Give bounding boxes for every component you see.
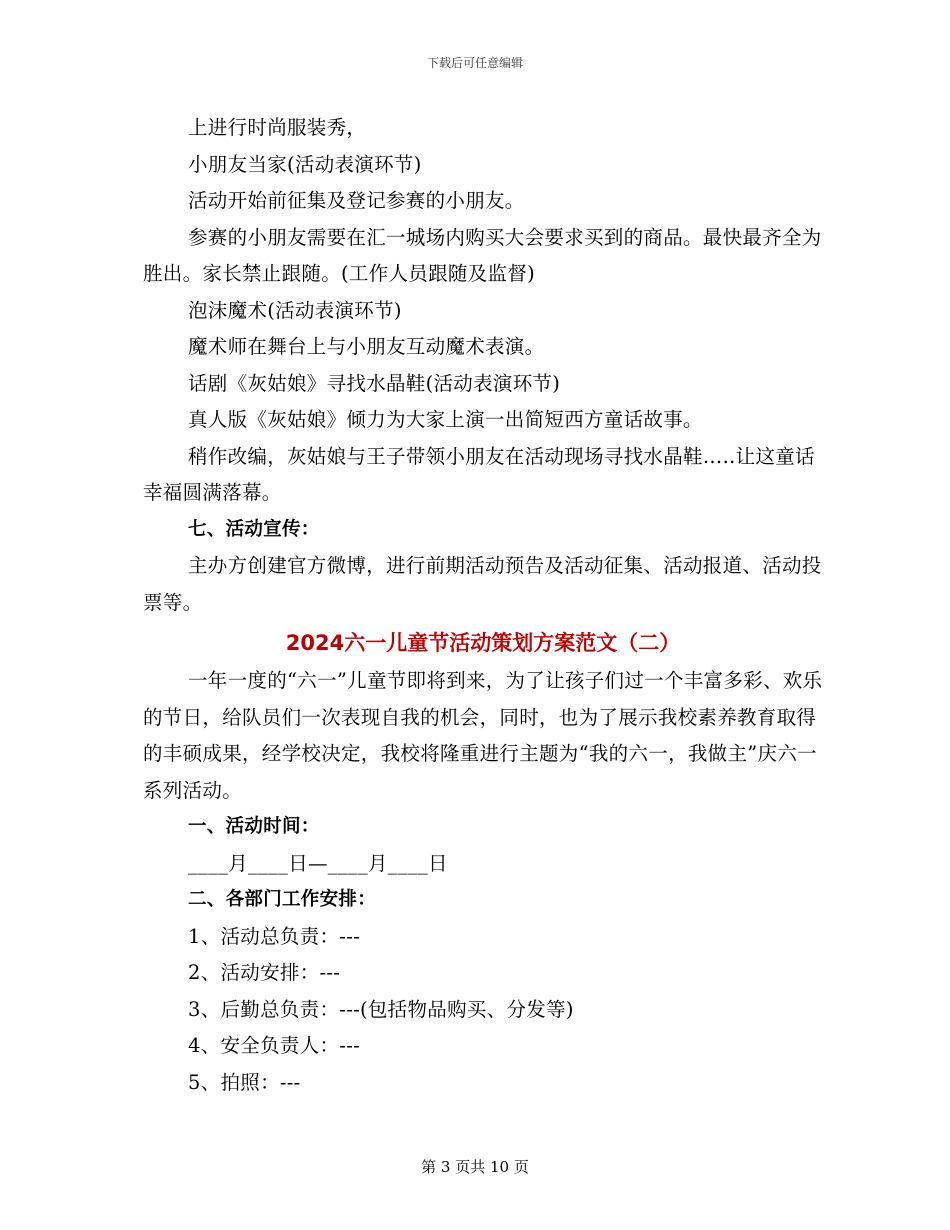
section-heading: 一、活动时间： (188, 816, 320, 837)
paragraph: 一年一度的“六一”儿童节即将到来，为了让孩子们过一个丰富多彩、欢乐的节日，给队员们一次表现自我的机会，同时，也为了展示我校素养教育取得的丰硕成果，经学校决定，我校将隆重进行主题为“我的六一，我做主”庆六一系列活动。 (143, 669, 823, 802)
paragraph: 参赛的小朋友需要在汇一城场内购买大会要求买到的商品。最快最齐全为胜出。家长禁止跟随。(工作人员跟随及监督) (143, 225, 822, 285)
paragraphs-top (143, 110, 823, 621)
paragraph: 5、拍照：--- (188, 1070, 301, 1094)
section-heading: 七、活动宣传： (188, 518, 320, 540)
paragraph: 魔术师在舞台上与小朋友互动魔术表演。 (188, 335, 545, 358)
paragraph: 真人版《灰姑娘》倾力为大家上演一出简短西方童话故事。 (188, 408, 703, 431)
paragraph: ____月____日—____月____日 (188, 851, 448, 875)
paragraph: 1、活动总负责：--- (188, 924, 360, 948)
paragraph: 活动开始前征集及登记参赛的小朋友。 (188, 189, 525, 212)
page-footer: 第 3 页共 10 页 (421, 1158, 529, 1176)
paragraph: 小朋友当家(活动表演环节) (188, 152, 422, 176)
paragraphs-bottom (143, 663, 823, 1101)
paragraph: 3、后勤总负责：---(包括物品购买、分发等) (188, 997, 574, 1021)
paragraph: 话剧《灰姑娘》寻找水晶鞋(活动表演环节) (188, 371, 561, 395)
section-heading: 二、各部门工作安排： (188, 889, 377, 910)
paragraph: 上进行时尚服装秀， (188, 116, 367, 139)
page-header: 下载后可任意编辑 (426, 56, 523, 70)
paragraph: 4、安全负责人：--- (188, 1034, 360, 1057)
paragraph: 泡沫魔术(活动表演环节) (188, 298, 402, 322)
section-title: 2024六一儿童节活动策划方案范文（二） (285, 631, 681, 655)
paragraph: 2、活动安排：--- (188, 961, 341, 984)
paragraph: 稍作改编，灰姑娘与王子带领小朋友在活动现场寻找水晶鞋…..让这童话幸福圆满落幕。 (143, 444, 815, 504)
paragraph: 主办方创建官方微博，进行前期活动预告及活动征集、活动报道、活动投票等。 (143, 554, 822, 614)
document-body (143, 110, 823, 1101)
